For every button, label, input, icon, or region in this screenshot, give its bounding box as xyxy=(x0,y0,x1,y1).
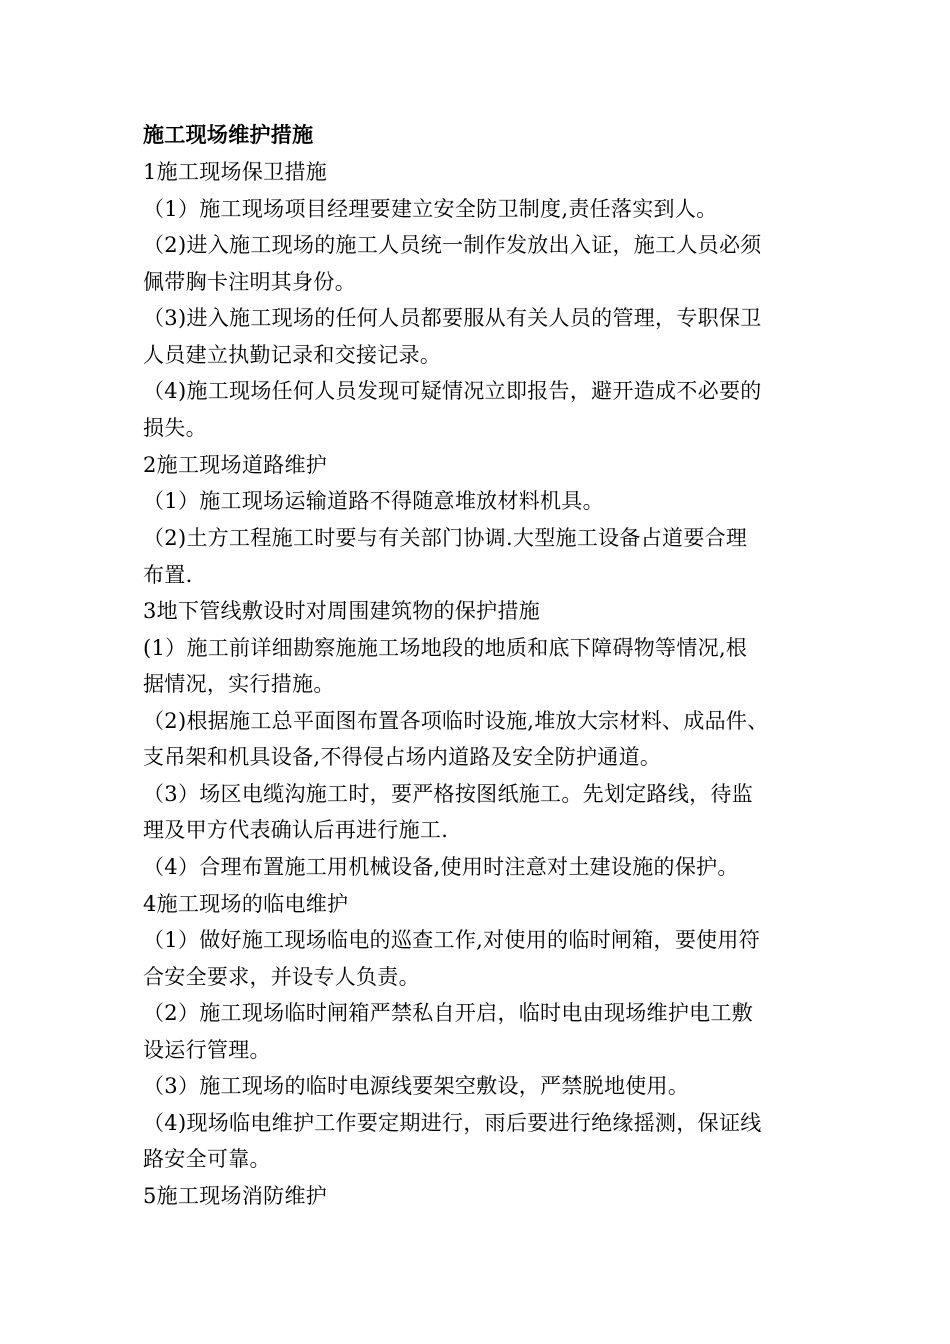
paragraph-line: 合安全要求，并设专人负责。 xyxy=(143,965,420,989)
paragraph-line: 布置. xyxy=(143,563,193,587)
paragraph-line: （3)进入施工现场的任何人员都要服从有关人员的管理，专职保卫 xyxy=(143,306,762,330)
paragraph-line: （2)根据施工总平面图布置各项临时设施,堆放大宗材料、成品件、 xyxy=(143,709,769,733)
paragraph-line: （4)现场临电维护工作要定期进行，雨后要进行绝缘摇测，保证线 xyxy=(143,1111,762,1135)
section-heading-2: 2施工现场道路维护 xyxy=(143,453,328,477)
paragraph-line: （2）施工现场临时闸箱严禁私自开启，临时电由现场维护电工敷 xyxy=(143,1001,754,1025)
paragraph-line: 支吊架和机具设备,不得侵占场内道路及安全防护通道。 xyxy=(143,745,662,769)
paragraph-line: (1）施工前详细勘察施施工场地段的地质和底下障碍物等情况,根 xyxy=(143,636,748,660)
paragraph-line: 人员建立执勤记录和交接记录。 xyxy=(143,343,442,367)
paragraph-line: （4）合理布置施工用机械设备,使用时注意对土建设施的保护。 xyxy=(143,855,739,879)
paragraph-line: （4)施工现场任何人员发现可疑情况立即报告，避开造成不必要的 xyxy=(143,379,762,403)
paragraph-line: （2)进入施工现场的施工人员统一制作发放出入证，施工人员必须 xyxy=(143,233,762,257)
paragraph-line: 据情况，实行措施。 xyxy=(143,672,335,696)
paragraph-line: 路安全可靠。 xyxy=(143,1147,271,1171)
paragraph-line: （1）做好施工现场临电的巡查工作,对使用的临时闸箱，要使用符 xyxy=(143,928,761,952)
paragraph-line: 佩带胸卡注明其身份。 xyxy=(143,270,356,294)
section-heading-4: 4施工现场的临电维护 xyxy=(143,892,349,916)
paragraph-line: （3）施工现场的临时电源线要架空敷设，严禁脱地使用。 xyxy=(143,1074,690,1098)
section-heading-3: 3地下管线敷设时对周围建筑物的保护措施 xyxy=(143,599,541,623)
paragraph-line: （1）施工现场项目经理要建立安全防卫制度,责任落实到人。 xyxy=(143,197,718,221)
document-title: 施工现场维护措施 xyxy=(143,123,314,147)
paragraph-line: 设运行管理。 xyxy=(143,1038,271,1062)
paragraph-line: （2)土方工程施工时要与有关部门协调.大型施工设备占道要合理 xyxy=(143,526,748,550)
section-heading-5: 5施工现场消防维护 xyxy=(143,1184,328,1208)
section-heading-1: 1施工现场保卫措施 xyxy=(143,160,328,184)
paragraph-line: （1）施工现场运输道路不得随意堆放材料机具。 xyxy=(143,489,604,513)
paragraph-line: 理及甲方代表确认后再进行施工. xyxy=(143,818,449,842)
paragraph-line: （3）场区电缆沟施工时，要严格按图纸施工。先划定路线，待监 xyxy=(143,782,754,806)
paragraph-line: 损失。 xyxy=(143,416,207,440)
